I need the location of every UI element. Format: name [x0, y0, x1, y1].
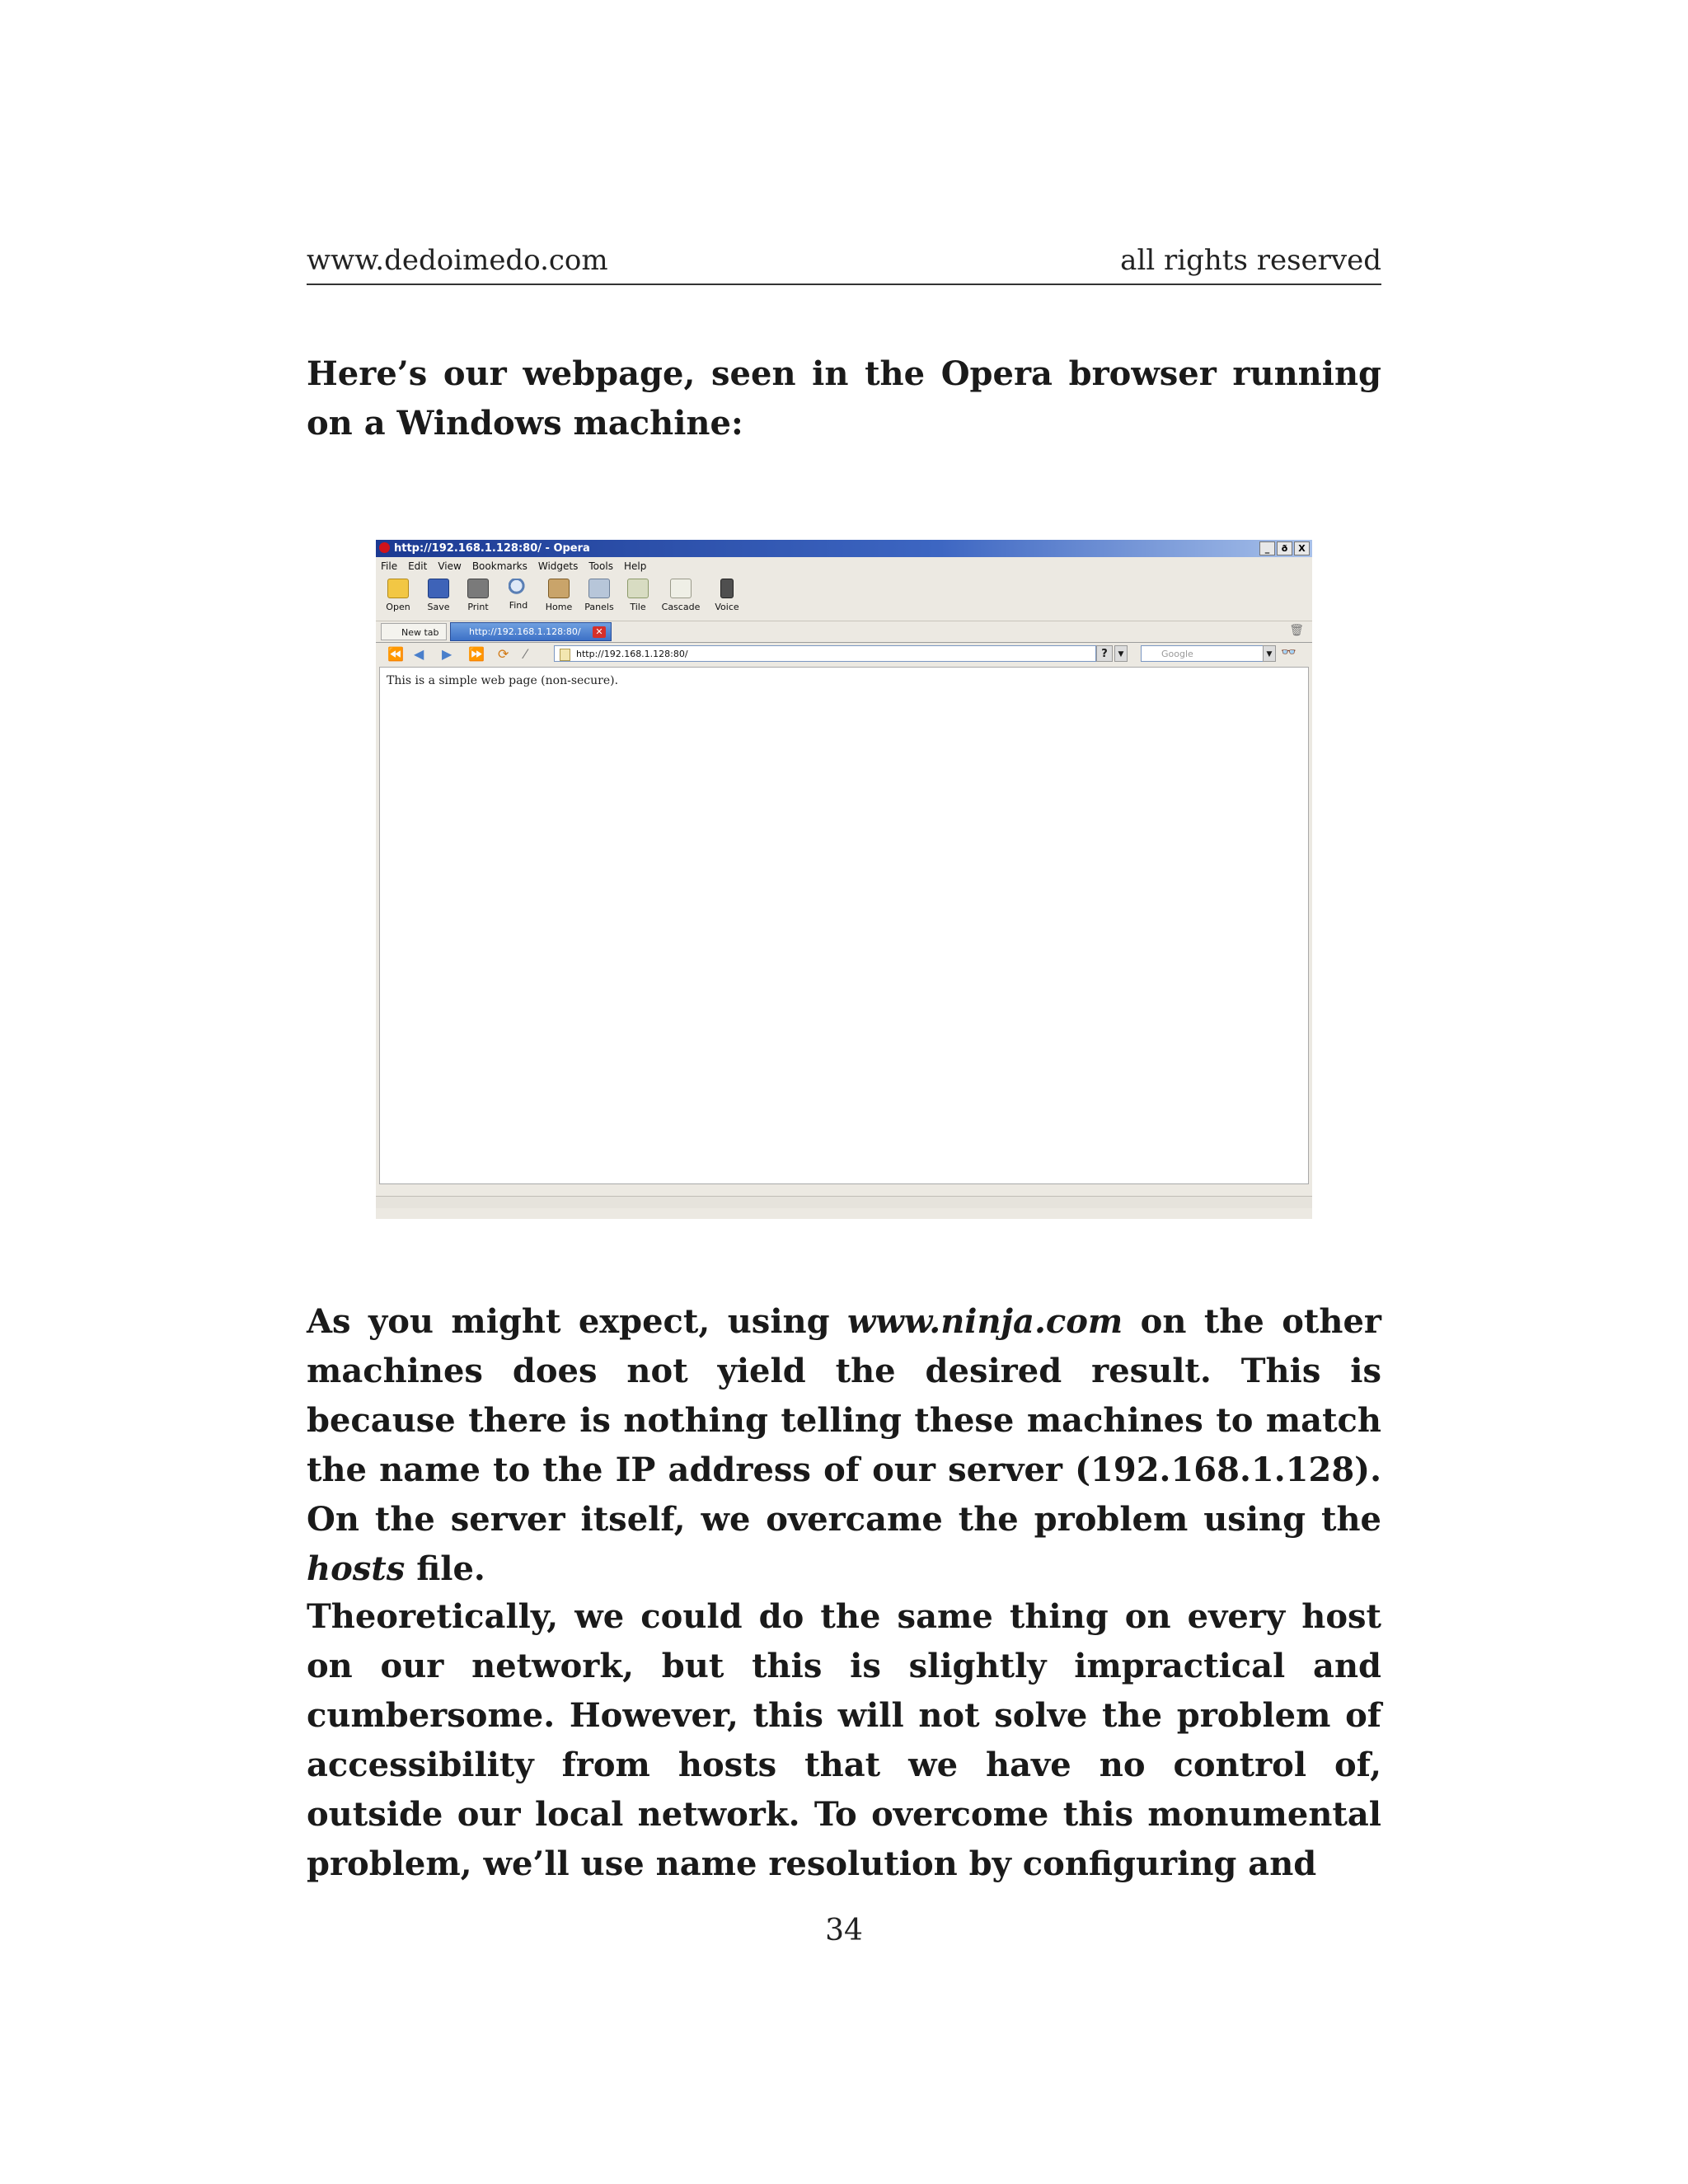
search-engine-dropdown[interactable]: ▼ — [1263, 645, 1276, 662]
body-paragraph-2: Theoretically, we could do the same thing on every host on our network, but this is slightly impractical and cumbersome. However, this will not solve the problem of accessibility from hosts that we have no control of, outside our local network. To overcome this monumental problem, we’ll use name resolution by configuring and — [307, 1597, 1381, 1883]
tab-new[interactable]: New tab — [381, 623, 447, 640]
tab-active[interactable]: http://192.168.1.128:80/ ✕ — [450, 622, 612, 641]
tab-bar — [376, 621, 1312, 643]
menu-view[interactable]: View — [438, 560, 462, 572]
save-button[interactable]: Save — [418, 579, 459, 612]
tab-close-icon[interactable]: ✕ — [593, 626, 606, 638]
status-bar — [376, 1196, 1312, 1208]
address-bar-row — [376, 642, 1312, 665]
tile-icon — [627, 579, 649, 598]
back-icon[interactable]: ◀ — [414, 646, 424, 662]
menu-bookmarks[interactable]: Bookmarks — [471, 560, 528, 572]
print-button[interactable]: Print — [457, 579, 499, 612]
hosts-file-name: hosts — [307, 1549, 406, 1588]
folder-icon — [387, 579, 409, 598]
window-titlebar — [376, 540, 1312, 557]
close-button[interactable]: X — [1294, 541, 1310, 555]
body-paragraph-1: As you might expect, using www.ninja.com on the other machines does not yield the desired result. This is because there is nothing telling these machines to match the name to the IP address of our server (192.168.1.128). On the server itself, we overcame the problem using the hosts file. — [307, 1302, 1381, 1588]
rewind-icon[interactable]: ⏪ — [387, 646, 404, 662]
microphone-icon — [720, 579, 734, 598]
magnifier-icon — [509, 579, 528, 597]
cascade-button[interactable]: Cascade — [660, 579, 701, 612]
reload-icon[interactable]: ⟳ — [498, 646, 509, 662]
panels-button[interactable]: Panels — [579, 579, 620, 612]
header-rights: all rights reserved — [1120, 244, 1381, 277]
forward-icon[interactable]: ▶ — [442, 646, 452, 662]
menu-edit[interactable]: Edit — [408, 560, 428, 572]
tile-button[interactable]: Tile — [617, 579, 659, 612]
glasses-icon[interactable]: 👓 — [1281, 644, 1296, 659]
window-controls — [1259, 541, 1310, 555]
cascade-icon — [670, 579, 692, 598]
house-icon — [548, 579, 570, 598]
floppy-icon — [428, 579, 449, 598]
printer-icon — [467, 579, 489, 598]
page-content-text: This is a simple web page (non-secure). — [387, 674, 619, 687]
menu-tools[interactable]: Tools — [588, 560, 613, 572]
trash-icon[interactable]: 🗑 — [1289, 624, 1304, 637]
opera-browser-screenshot — [376, 540, 1312, 1219]
menu-bar — [376, 557, 1312, 575]
opera-logo-icon — [379, 542, 390, 553]
voice-button[interactable]: Voice — [706, 579, 748, 612]
page-icon — [560, 649, 570, 661]
home-button[interactable]: Home — [538, 579, 579, 612]
intro-paragraph: Here’s our webpage, seen in the Opera browser running on a Windows machine: — [307, 354, 1381, 443]
menu-file[interactable]: File — [381, 560, 398, 572]
window-title: http://192.168.1.128:80/ - Opera — [394, 542, 590, 555]
help-button[interactable]: ? — [1096, 645, 1113, 662]
search-input[interactable]: Google — [1141, 645, 1266, 662]
header-site: www.dedoimedo.com — [307, 244, 608, 277]
minimize-button[interactable]: _ — [1259, 541, 1275, 555]
domain-name: www.ninja.com — [846, 1302, 1123, 1341]
page-number: 34 — [825, 1914, 863, 1947]
main-toolbar — [376, 575, 1312, 621]
page-viewport — [379, 667, 1309, 1184]
open-button[interactable]: Open — [377, 579, 419, 612]
address-dropdown-button[interactable]: ▼ — [1114, 645, 1128, 662]
running-header — [307, 241, 1381, 285]
menu-widgets[interactable]: Widgets — [537, 560, 579, 572]
menu-help[interactable]: Help — [623, 560, 647, 572]
address-input[interactable]: http://192.168.1.128:80/ — [554, 645, 1096, 662]
restore-button[interactable]: ð — [1277, 541, 1292, 555]
panels-icon — [588, 579, 610, 598]
find-button[interactable]: Find — [498, 579, 539, 611]
wand-icon[interactable]: ⁄ — [524, 646, 527, 662]
fast-forward-icon[interactable]: ⏩ — [468, 646, 485, 662]
